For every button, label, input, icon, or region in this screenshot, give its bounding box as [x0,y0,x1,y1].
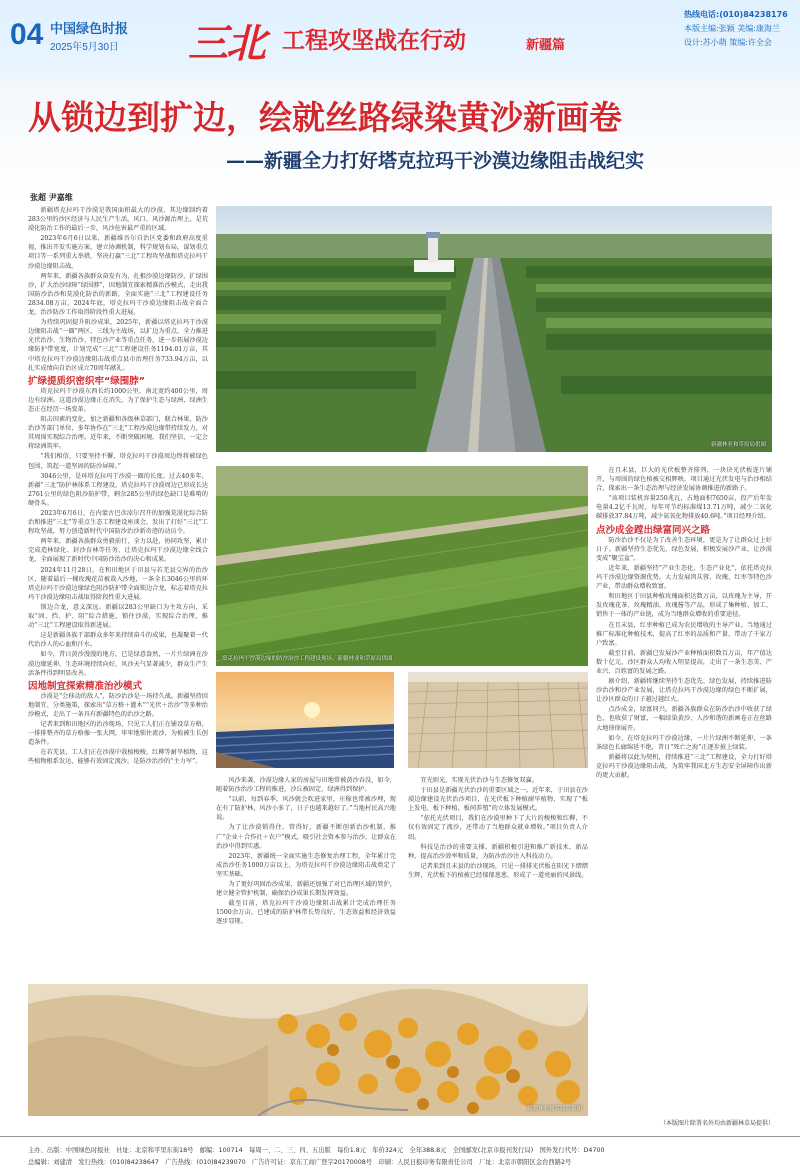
paragraph: 点沙成金，绿富同兴。新疆各族群众在防沙治沙中收获了绿色，也收获了财富，一幅绿染黄沙、人沙和谐的新画卷正在丝路大地徐徐展开。 [596,706,772,732]
paragraph: 2023年6月6日以来，新疆维吾尔自治区党委和政府高度重视，推出开发实施方案，建立协调机制，科学规划布局，谋划重点项目等一系列重大举措，坚决打赢“三北”工程攻坚战和塔克拉玛干沙漠边缘阻击战。 [28,235,208,270]
paragraph: 科技是治沙的重要支撑。新疆积极引进和推广新技术、新品种，提高治沙效率和质量，为防沙治沙注入科技动力。 [408,843,588,860]
photo-credit: 新疆林业和草原局供图 [526,1106,582,1112]
article-column-2 [216,776,396,976]
proof-line: 设计:苏小萌 策编:许全会 [684,38,772,47]
paragraph: 在且末县，巨大的光伏板整齐排列，一块块光伏板连片铺开，与周围的绿色植被交相辉映。项目通过光伏发电与治沙相结合，探索出一条生态治理与经济发展协调推进的新路子。 [596,467,772,493]
sub-title: ——新疆全力打好塔克拉玛干沙漠边缘阻击战纪实 [226,150,645,172]
masthead [0,0,800,80]
desert-grid-image [408,672,588,768]
paragraph: 风沙来袭，沙漠边缘人家的房屋与田地常被黄沙吞没，如今，随着防沙治沙工程的推进，沙丘被固定，绿洲得到保护。 [216,777,396,794]
footer-line-1: 主办、出版：中国绿色时报社 社址：北京和平里东街18号 邮编：100714 每周一、二、三、四、五出版 每份1.8元 年价324元 全年388.8元 全国邮发(北京市报刊发行局) 国外发行代号：D4700 [28,1147,605,1154]
paragraph: 和田地区于田县种植玫瑰面积达数万亩，以玫瑰为主导，开发玫瑰花茶、玫瑰精油、玫瑰酱等产品，形成了集种植、加工、销售于一体的产业链，成为当地群众增收的重要途径。 [596,593,772,619]
paragraph: 截至目前，塔克拉玛干沙漠边缘阻击战累计完成治理任务1500余万亩，已建成的防护林带长势良好，生态效益和经济效益逐步显现。 [216,900,396,926]
paragraph: 宜光则光，实现光伏治沙与生态修复双赢。 [420,777,538,784]
photo-farmland [216,466,588,666]
photo-caption: 塔克拉玛干沙漠边缘的防沙治沙工程建设现场。新疆林业和草原局供图 [222,656,393,662]
paragraph: 防沙治沙不仅是为了改善生态环境，更是为了让群众过上好日子。新疆坚持生态优先、绿色发展，积极发展沙产业，让沙漠变成“聚宝盆”。 [596,536,772,562]
paragraph: 两年来，新疆各族群众奋发有为，扎根沙漠边缘防沙，扩绿围沙，扩大治沙绿障“绿围脖”，因地制宜探索精准治沙模式，走出我国防沙治沙和荒漠化防治的新路，全面实施“三北”工程建设任务2834.08万亩，2024年底，塔克拉玛干沙漠边缘阻击战全面合龙，治沙防沙工作取得阶段性重大进展。 [28,272,208,317]
paragraph: 沙漠是“会移动的敌人”，防沙治沙是一场持久战。新疆坚持因地制宜、分类施策，探索出“草方格＋灌木”“光伏＋治沙”等多种治沙模式，走出了一条具有新疆特色的治沙之路。 [28,692,208,718]
paragraph: 新疆塔克拉玛干沙漠是我国面积最大的沙漠，其边缘制约着283公里的沙区经济与人民生产生活，风口、风沙源治理上，是荒漠化防治工作的最后一步，风沙危害最严重的区域。 [28,207,208,233]
paragraph: “以前，每到春季，风沙就会吹进家里，庄稼也常被沙埋，现在有了防护林，风沙小多了，日子也越来越好了。”当地村民高兴地说。 [216,796,396,822]
forest-road-image [216,206,772,452]
article-column-4 [596,466,772,1116]
hotline: 热线电话:(010)84238176 [684,10,788,19]
photo-forest-road [216,206,772,452]
paragraph: 近年来，新疆坚持“产业生态化、生态产业化”，依托塔克拉玛干沙漠边缘资源优势，大力发展肉苁蓉、玫瑰、红枣等特色沙产业，带动群众增收致富。 [596,564,772,591]
section-heading-3: 点沙成金蹚出绿富同兴之路 [596,524,711,536]
paragraph: 2023年，新疆统一全面实施生态修复治理工程，全年累计完成治沙任务1000万亩以上，为塔克拉玛干沙漠边缘阻击战奠定了坚实基础。 [216,852,396,878]
photo-solar-sunset [216,672,394,768]
paragraph: 2024年11月28日，在和田地区于田县与若羌县交界的治沙区，随着最后一棵玫瑰花苗被栽入沙地，一条全长3046公里的环塔克拉玛干沙漠边缘绿色阻沙防护带全面锁边合龙，标志着塔克拉玛干沙漠边缘阻击战取得阶段性重大进展。 [28,566,208,601]
section-heading-1: 扩绿提质织密织牢“绿围脖” [28,375,145,387]
paragraph: 两年来，新疆各族群众勇毅前行，全力以赴，协同攻坚，累计完成造林绿化、封沙育林等任务，让塔克拉玛干沙漠边缘全线合龙，全面展现了新时代中国防沙治沙的决心和成果。 [28,538,208,564]
paragraph: 据介绍，新疆将继续坚持生态优先、绿色发展，持续推进防沙治沙和沙产业发展，让塔克拉玛干沙漠边缘的绿色不断扩展，让沙区群众的日子越过越红火。 [596,678,772,704]
column-title: 工程攻坚战在行动 [282,28,466,54]
editor-info [684,8,796,50]
paper-name: 中国绿色时报 [50,22,129,37]
photo-autumn-desert [28,984,588,1116]
paragraph: 塔克拉玛干沙漠东西长约1000公里，南北宽约400公里，周边有绿洲。这道沙漠边缘正在消失，为了保护生态与绿洲，绿洲生态正在经历一场变革。 [28,387,208,413]
headline-area [0,80,800,198]
main-title: 从锁边到扩边，绘就丝路绿染黄沙新画卷 [28,98,622,137]
paragraph: 阻击因素的变化，加之新疆和各级林草部门，联合林果、防沙治沙等部门单位，多年协作在“三北”工程沙漠边缘带持续发力，对其周围实现综合治理。近年来，不断突破困境。我们坚信，一定会将绿洲筑牢。 [28,416,208,451]
paragraph: 这是新疆各族干部群众多年来持续奋斗的成果，也凝聚着一代代治沙人的心血和汗水。 [28,632,208,649]
autumn-desert-image [28,984,588,1116]
paragraph: 于田县是新疆光伏治沙的重要区域之一。近年来，于田县在沙漠边缘建设光伏治沙项目，在光伏板下种植耐旱植物，实现了“板上发电、板下种植、板间养殖”的立体发展模式。 [408,787,588,813]
paragraph: “依托光伏项目，我们在沙漠里种下了大片的梭梭和红柳，不仅有效固定了流沙，还带动了当地群众就业增收。”项目负责人介绍。 [408,815,588,841]
photo-note: （本版图片除署名外均由新疆林草局提供） [660,1120,775,1127]
publication-date: 2025年5月30日 [50,42,119,53]
photo-credit: 新疆林业和草原局供图 [710,442,766,448]
paragraph: 记者来到且末县的治沙现场，只见一排排光伏板在阳光下熠熠生辉，光伏板下的植被已经郁郁葱葱，形成了一道亮丽的风景线。 [408,862,588,879]
editor-line: 本版主编:张颖 美编:康海兰 [684,24,780,33]
paragraph: 为持续巩固提升阻沙成果，2025年，新疆以塔克拉玛干沙漠边缘阻击战“一圈”两区、三线为主战场，以扩边为重点，全力推进光伏治沙、生物治沙、特色沙产业等重点任务，进一步拓展沙漠边缘防护带宽度，计划完成“三北”工程建设任务1194.01万亩，其中塔克拉玛干沙漠边缘阻击战重点县市治理任务733.94万亩，以扎实成绩向自治区成立70周年献礼。 [28,319,208,372]
farmland-image [216,466,588,666]
article-column-3 [408,776,588,976]
solar-sunset-image [216,672,394,768]
byline: 张超 尹嘉维 [30,193,73,202]
paragraph: 如今，昔日黄沙漫漫的地方，已是绿意盎然，一片片绿洲在沙漠边缘延伸，生态环境持续向好，风沙天气显著减少，群众生产生活条件得到明显改善。 [28,651,208,677]
section-heading-2: 因地制宜探索精准治沙模式 [28,680,143,692]
photo-desert-grid [408,672,588,768]
paragraph: 为了更好巩固治沙成果，新疆还加强了对已治理区域的管护，建立健全管护机制，确保治沙成果长期发挥效益。 [216,881,396,898]
sanbei-logo: 三北 [188,20,264,67]
paragraph: 截至目前，新疆已发展沙产业种植面积数百万亩，年产值达数十亿元，沙区群众人均收入明显提高，走出了一条生态美、产业兴、百姓富的发展之路。 [596,649,772,675]
column-subtitle: 新疆篇 [526,38,566,53]
paragraph: “我们相信，只要坚持不懈，塔克拉玛干沙漠周边终将被绿色包围，筑起一道坚固的防沙屏障。” [28,453,208,470]
paragraph: 锁边合龙，意义深远。新疆以283公里缺口为主攻方向，采取“固、挡、护、阻”综合措施，锁住沙漠，实现综合治理，推动“三北”工程建设取得新进展。 [28,603,208,630]
paragraph: 在若羌县，工人们正在沙漠中栽植梭梭、红柳等耐旱植物，这些植物根系发达，能够有效固定流沙，是防沙治沙的“主力军”。 [28,749,208,766]
paragraph: 为了让沙漠锁得住、管得好，新疆不断创新治沙机制，推广“企业＋合作社＋农户”模式，吸引社会资本参与治沙，让群众在治沙中得到实惠。 [216,824,396,850]
page-number: 04 [10,18,44,51]
footer-line-2: 总编辑：刘建清 发行热线：(010)84238647 广告热线：(010)84239070 广告许可证：京东工商广登字20170008号 印刷：人民日报印务有限责任公司 厂址：北京市朝阳区金台西路2号 [28,1159,572,1166]
paragraph: “该项目装机容量250兆瓦，占地面积7650亩，投产后年发电量4.2亿千瓦时，每年可节约标准煤13.71万吨，减少二氧化碳排放37.84万吨，减少氮氧化物排放40.6吨。”项目经理介绍。 [596,495,772,521]
paragraph: 3046公里，是环塔克拉玛干沙漠一圈的长度。过去40多年，新疆“三北”防护林体系工程建设，塔克拉玛干沙漠周边已形成长达2761公里的绿色阻沙防护带，剩余285公里的绿色缺口是难啃的硬骨头。 [28,472,208,507]
paragraph: 如今，在塔克拉玛干沙漠边缘，一片片绿洲不断延伸，一条条绿色长廊绵延不绝，昔日“死亡之海”正逐步披上绿装。 [596,734,772,751]
paragraph: 新疆将以此为契机，持续推进“三北”工程建设，全力打好塔克拉玛干沙漠边缘阻击战，为筑牢我国北方生态安全屏障作出新的更大贡献。 [596,753,772,779]
paragraph: 记者来到和田地区的治沙现场，只见工人们正在铺设草方格，一排排整齐的草方格像一张大网，牢牢地锁住流沙，为植被生长创造条件。 [28,721,208,747]
footer [0,1136,800,1170]
article-column-1 [28,206,208,868]
paragraph: 2023年6月6日，在内蒙古巴彦淖尔召开的加强荒漠化综合防治和推进“三北”等重点生态工程建设座谈会，发出了打好“三北”工程攻坚战，努力创造新时代中国防沙治沙新奇迹的动员令。 [28,510,208,536]
paragraph: 在且末县，红枣种植已成为农民增收的主导产业。当地通过推广标准化种植技术，提高了红枣的品质和产量，带动了千家万户致富。 [596,621,772,647]
